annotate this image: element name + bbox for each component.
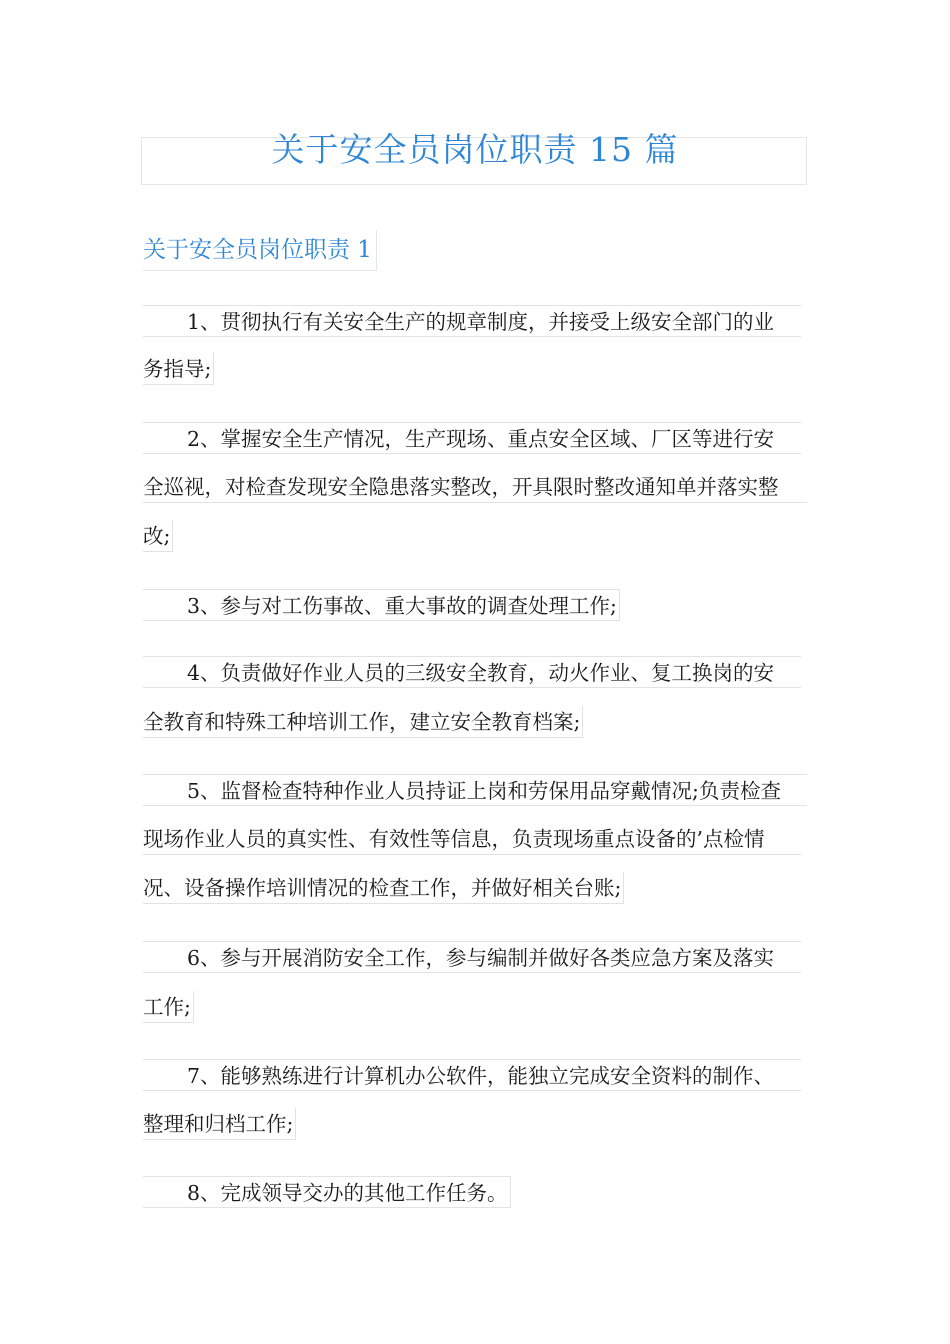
paragraph-line: 6、参与开展消防安全工作，参与编制并做好各类应急方案及落实 bbox=[143, 941, 801, 973]
paragraph-line: 改; bbox=[143, 520, 173, 552]
paragraph-line: 务指导; bbox=[143, 353, 214, 385]
paragraph-line: 8、完成领导交办的其他工作任务。 bbox=[143, 1176, 511, 1208]
paragraph-line: 2、掌握安全生产情况，生产现场、重点安全区域、厂区等进行安 bbox=[143, 422, 801, 454]
paragraph-line: 况、设备操作培训情况的检查工作，并做好相关台账; bbox=[143, 872, 624, 904]
section-heading: 关于安全员岗位职责 1 bbox=[143, 230, 377, 271]
document-title: 关于安全员岗位职责 15 篇 bbox=[271, 130, 679, 169]
paragraph-line: 1、贯彻执行有关安全生产的规章制度，并接受上级安全部门的业 bbox=[143, 305, 801, 337]
paragraph-line: 工作; bbox=[143, 991, 194, 1023]
paragraph-line: 4、负责做好作业人员的三级安全教育，动火作业、复工换岗的安 bbox=[143, 656, 801, 688]
paragraph-line: 现场作业人员的真实性、有效性等信息，负责现场重点设备的’点检情 bbox=[143, 823, 801, 855]
paragraph-line: 7、能够熟练进行计算机办公软件，能独立完成安全资料的制作、 bbox=[143, 1059, 801, 1091]
paragraph-line: 整理和归档工作; bbox=[143, 1108, 296, 1140]
paragraph-line: 全教育和特殊工种培训工作，建立安全教育档案; bbox=[143, 706, 583, 738]
paragraph-line: 全巡视，对检查发现安全隐患落实整改，开具限时整改通知单并落实整 bbox=[143, 471, 807, 503]
paragraph-line: 3、参与对工伤事故、重大事故的调查处理工作; bbox=[143, 589, 620, 621]
paragraph-line: 5、监督检查特种作业人员持证上岗和劳保用品穿戴情况;负责检查 bbox=[143, 774, 807, 806]
